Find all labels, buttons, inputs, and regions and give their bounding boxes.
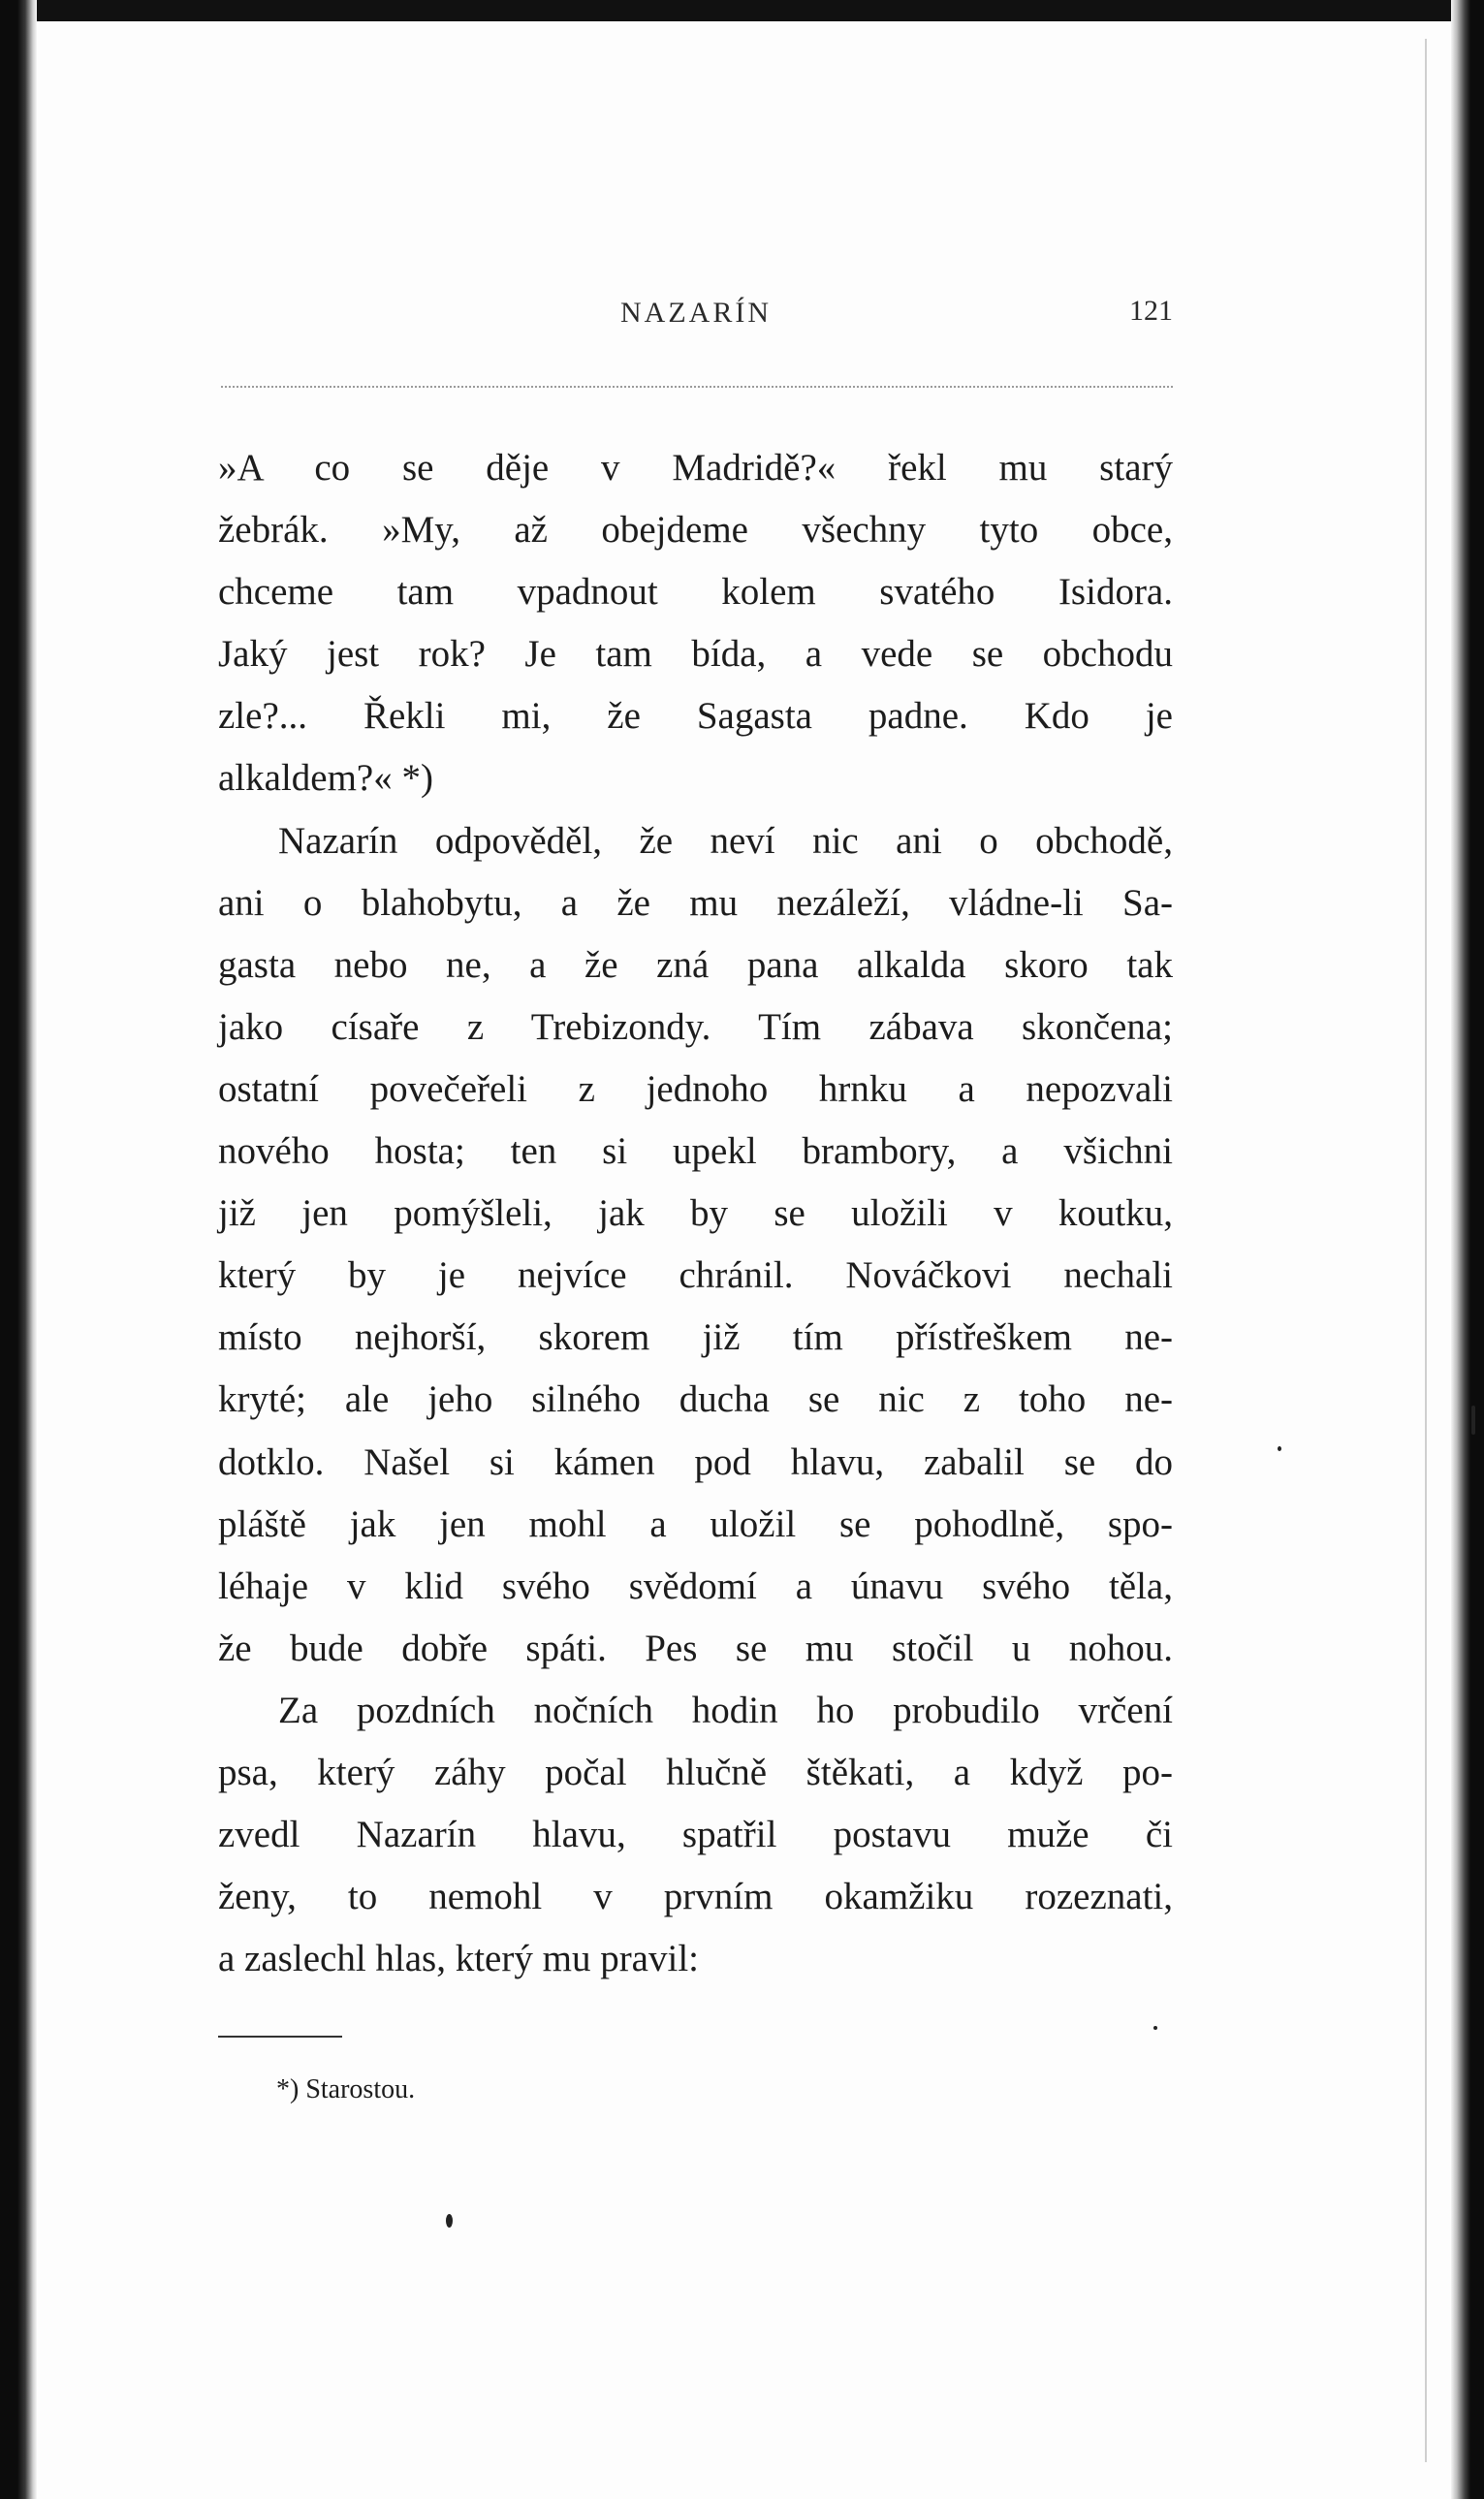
text-line: zvedl Nazarín hlavu, spatřil postavu muže či — [218, 1814, 1173, 1856]
header-rule — [221, 386, 1173, 388]
text-line: který by je nejvíce chránil. Nováčkovi nechali — [218, 1254, 1173, 1297]
footnote: *) Starostou. — [276, 2074, 416, 2104]
text-line: zle?... Řekli mi, že Sagasta padne. Kdo je — [218, 695, 1173, 738]
scan-edge-right — [1451, 0, 1484, 2499]
scan-speck — [1471, 1406, 1475, 1435]
text-line: žebrák. »My, až obejdeme všechny tyto obce, — [218, 509, 1173, 552]
text-line: Jaký jest rok? Je tam bída, a vede se obchodu — [218, 633, 1173, 676]
footnote-rule — [218, 2036, 342, 2038]
text-line: léhaje v klid svého svědomí a únavu svého těla, — [218, 1565, 1173, 1607]
text-line: ženy, to nemohl v prvním okamžiku rozeznati, — [218, 1876, 1173, 1918]
text-line: psa, který záhy počal hlučně štěkati, a když po- — [218, 1751, 1173, 1793]
text-line: kryté; ale jeho silného ducha se nic z toho ne- — [218, 1378, 1173, 1421]
text-line: a zaslechl hlas, který mu pravil: — [218, 1938, 699, 1980]
text-line: alkaldem?« *) — [218, 757, 433, 800]
text-line: že bude dobře spáti. Pes se mu stočil u nohou. — [218, 1627, 1173, 1669]
text-line: ani o blahobytu, a že mu nezáleží, vládne-li Sa- — [218, 881, 1173, 924]
scan-speck — [1153, 2026, 1157, 2030]
text-line: pláště jak jen mohl a uložil se pohodlně, spo- — [218, 1503, 1173, 1545]
text-line: nového hosta; ten si upekl brambory, a všichni — [218, 1130, 1173, 1173]
text-line: Nazarín odpověděl, že neví nic ani o obchodě, — [278, 819, 1173, 862]
page-number: 121 — [1129, 295, 1173, 327]
text-line: gasta nebo ne, a že zná pana alkalda skoro tak — [218, 943, 1173, 986]
scan-speck — [446, 2214, 453, 2228]
body-text — [218, 437, 1173, 1990]
running-head — [218, 291, 1173, 339]
running-title: NAZARÍN — [620, 297, 772, 329]
scan-edge-top — [0, 0, 1484, 21]
page-edge-line — [1425, 39, 1427, 2462]
scan-speck — [1278, 1446, 1281, 1451]
text-line: chceme tam vpadnout kolem svatého Isidora. — [218, 571, 1173, 614]
text-line: »A co se děje v Madridě?« řekl mu starý — [218, 447, 1173, 489]
text-line: již jen pomýšleli, jak by se uložili v koutku, — [218, 1192, 1173, 1235]
text-line: ostatní povečeřeli z jednoho hrnku a nepozvali — [218, 1067, 1173, 1110]
scan-edge-left — [0, 0, 37, 2499]
text-line: Za pozdních nočních hodin ho probudilo vrčení — [278, 1689, 1173, 1731]
text-line: místo nejhorší, skorem již tím přístřeškem ne- — [218, 1316, 1173, 1359]
text-line: dotklo. Našel si kámen pod hlavu, zabalil se do — [218, 1440, 1173, 1483]
text-line: jako císaře z Trebizondy. Tím zábava skončena; — [218, 1005, 1173, 1048]
